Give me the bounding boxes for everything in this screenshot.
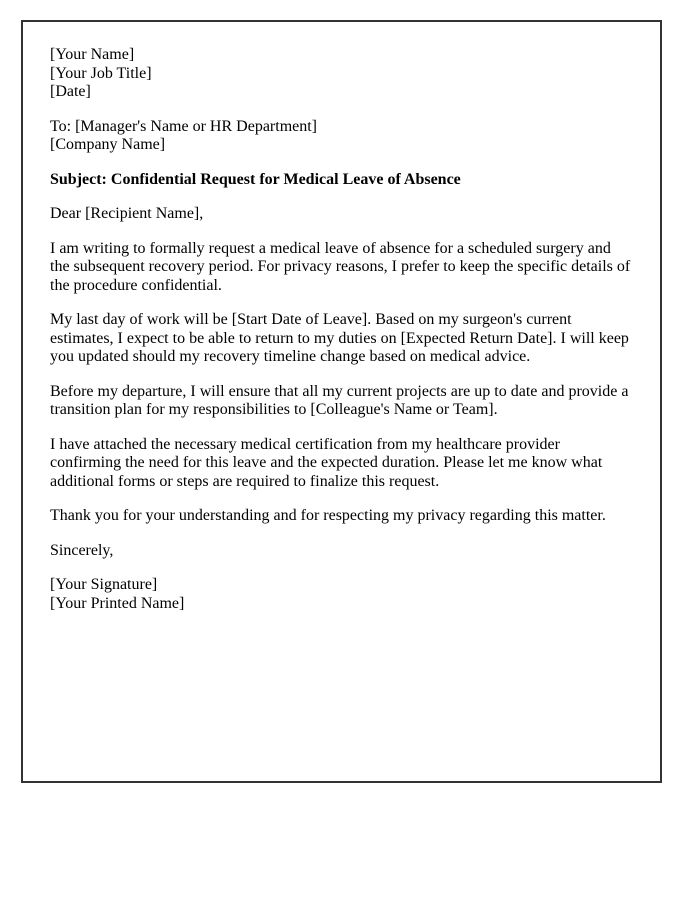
sender-job-title-line: [Your Job Title]	[50, 64, 152, 82]
recipient-company-line: [Company Name]	[50, 136, 166, 153]
recipient-block	[50, 118, 634, 155]
recipient-to-line: To: [Manager's Name or HR Department]	[50, 117, 318, 135]
sender-date-line: [Date]	[50, 83, 91, 100]
sender-block	[50, 46, 634, 102]
body-paragraph-1: I am writing to formally request a medical leave of absence for a scheduled surgery and the subsequent recovery period. For privacy reasons, I prefer to keep the specific details of the procedure confidential.	[50, 239, 631, 294]
signature-line: [Your Signature]	[50, 576, 158, 593]
body-paragraph-5: Thank you for your understanding and for respecting my privacy regarding this matter.	[50, 507, 606, 524]
subject-line: Subject: Confidential Request for Medical Leave of Absence	[50, 170, 461, 188]
printed-name-line: [Your Printed Name]	[50, 594, 185, 612]
closing: Sincerely,	[50, 541, 114, 559]
signature-block	[50, 576, 634, 613]
sender-name-line: [Your Name]	[50, 46, 135, 63]
salutation: Dear [Recipient Name],	[50, 205, 204, 222]
body-paragraph-2: My last day of work will be [Start Date of Leave]. Based on my surgeon's current estimates, I expect to be able to return to my duties on [Expected Return Date]. I will keep you updated should my recovery timeline change based on medical advice.	[50, 311, 629, 365]
body-paragraph-4: I have attached the necessary medical certification from my healthcare provider confirming the need for this leave and the expected duration. Please let me know what additional forms or steps are required to finalize this request.	[50, 435, 603, 490]
body-paragraph-3: Before my departure, I will ensure that all my current projects are up to date and provide a transition plan for my responsibilities to [Colleague's Name or Team].	[50, 382, 629, 418]
letter-page	[21, 20, 662, 783]
